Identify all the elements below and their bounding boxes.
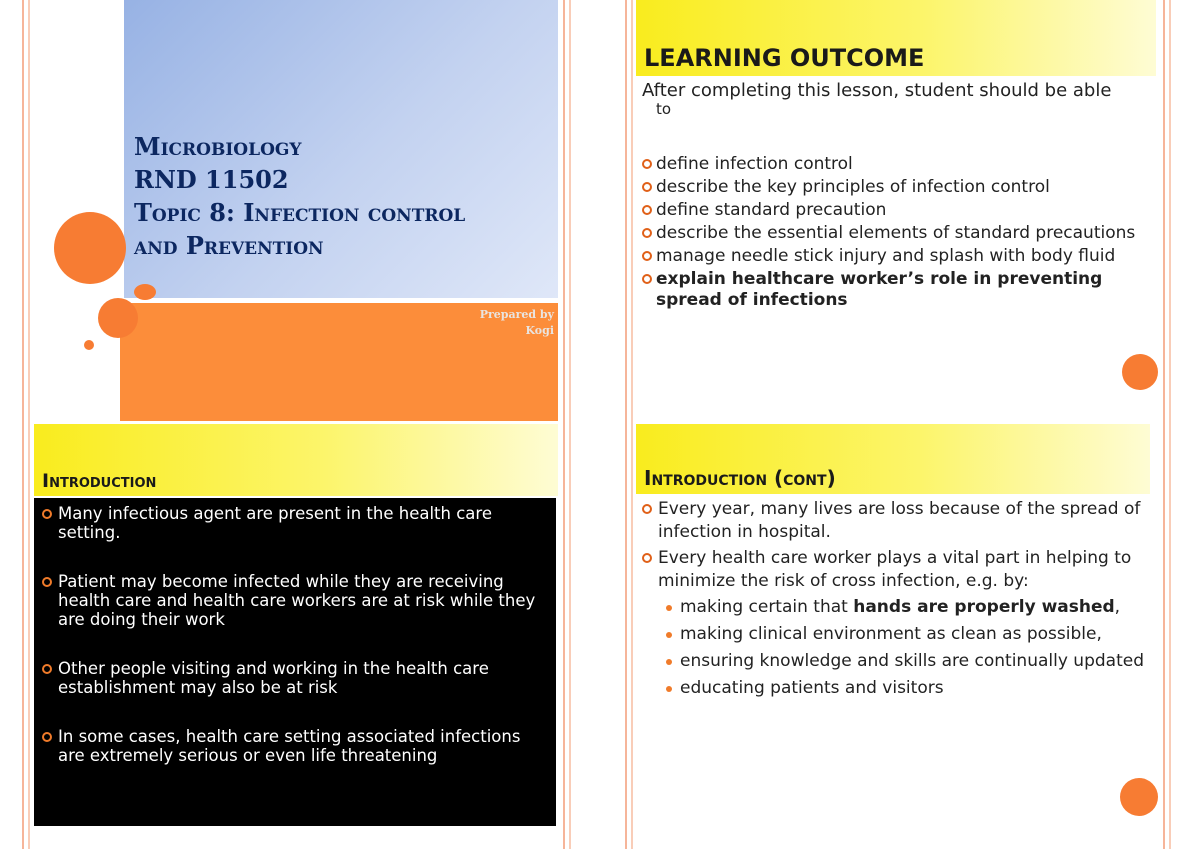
list-item	[642, 223, 1162, 244]
sub-item-text: making clinical environment as clean as possible,	[680, 624, 1102, 644]
slide-heading: LEARNING OUTCOME	[644, 44, 925, 72]
dot-bullet-icon	[666, 686, 672, 692]
sub-list-item	[642, 650, 1152, 673]
content-area	[642, 498, 1152, 704]
list-item-text: explain healthcare worker’s role in preventing spread of infections	[656, 269, 1103, 310]
author-name: Kogi	[525, 324, 554, 337]
bullet-icon	[642, 182, 652, 192]
list-item-text: describe the key principles of infection control	[656, 177, 1050, 197]
sub-item-emphasis: hands are properly washed	[853, 597, 1115, 617]
list-item	[642, 154, 1162, 175]
bullet-icon	[642, 504, 652, 514]
list-item	[40, 504, 548, 542]
bullet-icon	[42, 732, 52, 742]
list-item	[642, 177, 1162, 198]
heading-bar	[34, 424, 558, 496]
slide-heading: Introduction	[42, 470, 157, 492]
sub-list-item	[642, 596, 1152, 619]
slide-title	[134, 130, 554, 262]
list-item-text: define standard precaution	[656, 200, 887, 220]
decor-circle-icon	[54, 212, 126, 284]
list-item-text: describe the essential elements of standard precautions	[656, 223, 1136, 243]
dot-bullet-icon	[666, 605, 672, 611]
list-item	[642, 246, 1162, 267]
decor-circle-icon	[134, 284, 156, 300]
dot-bullet-icon	[666, 632, 672, 638]
bullet-icon	[642, 205, 652, 215]
intro-text	[642, 82, 1162, 118]
list-item-text: Other people visiting and working in the health care establishment may also be at risk	[58, 659, 489, 697]
title-line: RND 11502	[134, 165, 289, 194]
list-item-text: define infection control	[656, 154, 853, 174]
decor-circle-icon	[1122, 354, 1158, 390]
intro-list	[34, 498, 556, 765]
sub-item-text: ,	[1114, 597, 1121, 617]
bullet-icon	[42, 577, 52, 587]
list-item-text: manage needle stick injury and splash with body fluid	[656, 246, 1116, 266]
bullet-icon	[642, 553, 652, 563]
list-item	[40, 727, 548, 765]
title-line: and Prevention	[134, 231, 324, 260]
sub-item-text: ensuring knowledge and skills are continually updated	[680, 651, 1144, 671]
bullet-icon	[642, 228, 652, 238]
bullet-icon	[642, 251, 652, 261]
learning-outcome-slide	[600, 0, 1200, 424]
sub-list-item	[642, 677, 1152, 700]
content-panel	[34, 498, 556, 826]
heading-bar	[636, 424, 1150, 494]
list-item-text: Every health care worker plays a vital part in helping to minimize the risk of cross infection, e.g. by:	[658, 548, 1132, 591]
prepared-by-label: Prepared by	[479, 308, 554, 321]
decor-circle-icon	[84, 340, 94, 350]
outcome-list	[642, 154, 1162, 313]
bullet-icon	[42, 664, 52, 674]
title-slide	[0, 0, 600, 424]
list-item	[642, 269, 1162, 311]
introduction-cont-slide	[600, 424, 1200, 849]
list-item	[642, 547, 1152, 593]
intro-line: to	[656, 100, 672, 118]
title-line: Microbiology	[134, 132, 302, 161]
sub-item-text: educating patients and visitors	[680, 678, 944, 698]
list-item-text: Patient may become infected while they are receiving health care and health care workers are at risk while they are doing their work	[58, 572, 536, 629]
decor-circle-icon	[98, 298, 138, 338]
slide-heading: Introduction (cont)	[644, 466, 836, 490]
heading-bar	[636, 0, 1156, 76]
list-item	[642, 498, 1152, 544]
bullet-icon	[642, 274, 652, 284]
list-item-text: In some cases, health care setting associated infections are extremely serious or even life threatening	[58, 727, 521, 765]
introduction-slide	[0, 424, 600, 849]
intro-line: After completing this lesson, student should be able	[642, 80, 1112, 101]
bullet-icon	[42, 509, 52, 519]
prepared-by	[480, 307, 554, 339]
sub-list-item	[642, 623, 1152, 646]
sub-item-text: making certain that	[680, 597, 854, 617]
title-line: Topic 8: Infection control	[134, 198, 466, 227]
decor-circle-icon	[1120, 778, 1158, 816]
list-item	[642, 200, 1162, 221]
list-item-text: Every year, many lives are loss because of the spread of infection in hospital.	[658, 499, 1141, 542]
dot-bullet-icon	[666, 659, 672, 665]
list-item	[40, 659, 548, 697]
list-item-text: Many infectious agent are present in the health care setting.	[58, 504, 492, 542]
bullet-icon	[642, 159, 652, 169]
list-item	[40, 572, 548, 629]
